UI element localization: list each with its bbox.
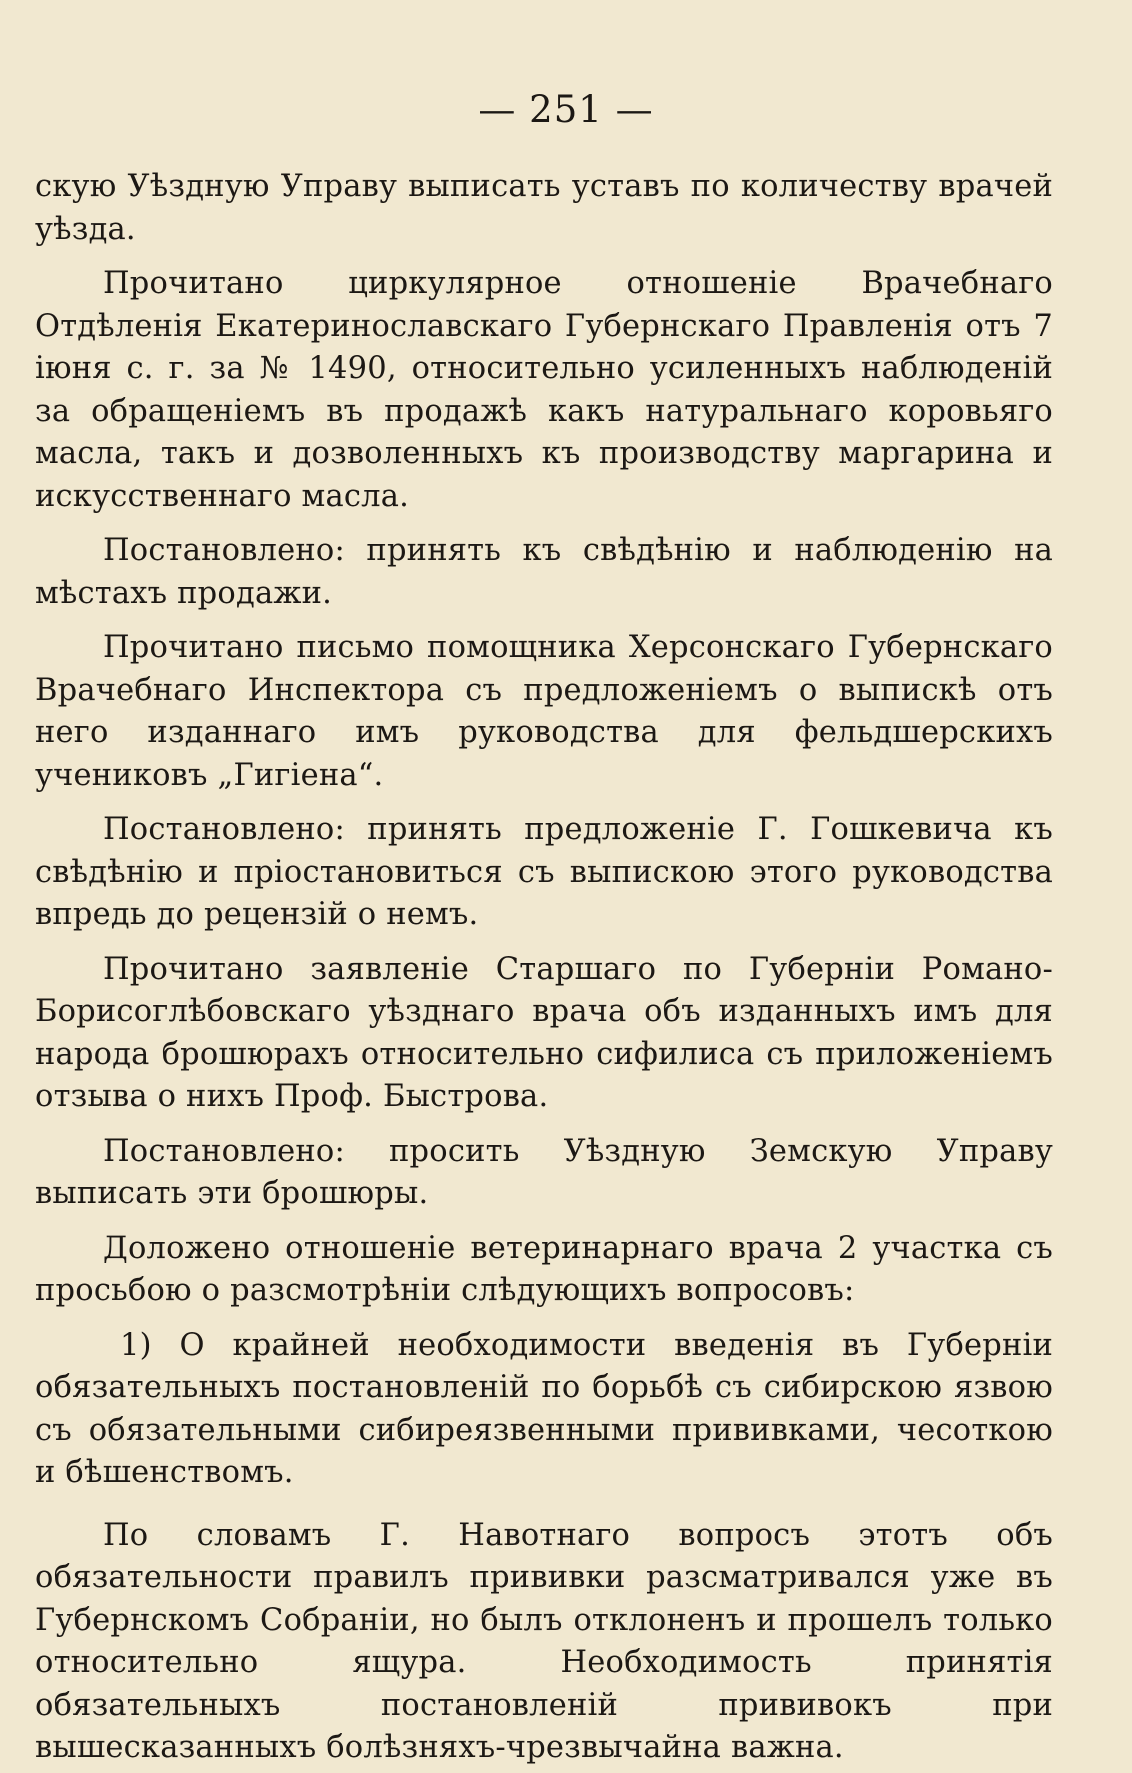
page-body: [35, 166, 1053, 1770]
paragraph-resolution-2: Постановлено: принять предложеніе Г. Гошкевича къ свѣдѣнію и пріостановиться съ выпискою этого руководства впредь до рецензій о немъ.: [35, 812, 1053, 932]
paragraph-kherson-letter: Прочитано письмо помощника Херсонскаго Губернскаго Врачебнаго Инспектора съ предложеніемъ о выпискѣ отъ него изданнаго имъ руководства для фельдшерскихъ учениковъ „Гигіена“.: [35, 630, 1053, 793]
paragraph-resolution-1: Постановлено: принять къ свѣдѣнію и наблюденію на мѣстахъ продажи.: [35, 533, 1053, 611]
page-number: — 251 —: [478, 88, 654, 131]
paragraph-navotny-opinion: По словамъ Г. Навотнаго вопросъ этотъ объ обязательности правилъ прививки разсматривался уже въ Губернскомъ Собраніи, но былъ отклоненъ и прошелъ только относительно ящура. Необходимость принятія обязательныхъ постановленій прививокъ при вышесказанныхъ болѣзняхъ-чрезвычайна важна.: [35, 1517, 1053, 1765]
paragraph-continuation: скую Уѣздную Управу выписать уставъ по количеству врачей уѣзда.: [35, 169, 1053, 247]
paragraph-resolution-3: Постановлено: просить Уѣздную Земскую Управу выписать эти брошюры.: [35, 1133, 1053, 1211]
paragraph-list-item-1: 1) О крайней необходимости введенія въ Губерніи обязательныхъ постановленій по борьбѣ съ сибирскою язвою съ обязательными сибиреязвенными прививками, чесоткою и бѣшенствомъ.: [35, 1327, 1053, 1490]
paragraph-vet-report: Доложено отношеніе ветеринарнаго врача 2 участка съ просьбою о разсмотрѣніи слѣдующихъ вопросовъ:: [35, 1230, 1053, 1308]
paragraph-circular-letter: Прочитано циркулярное отношеніе Врачебнаго Отдѣленія Екатеринославскаго Губернскаго Правленія отъ 7 іюня с. г. за № 1490, относительно усиленныхъ наблюденій за обращеніемъ въ продажѣ какъ натуральнаго коровьяго масла, такъ и дозволенныхъ къ производству маргарина и искусственнаго масла.: [35, 266, 1053, 514]
paragraph-statement: Прочитано заявленіе Старшаго по Губерніи Романо-Борисоглѣбовскаго уѣзднаго врача объ изданныхъ имъ для народа брошюрахъ относительно сифилиса съ приложеніемъ отзыва о нихъ Проф. Быстрова.: [35, 951, 1053, 1114]
